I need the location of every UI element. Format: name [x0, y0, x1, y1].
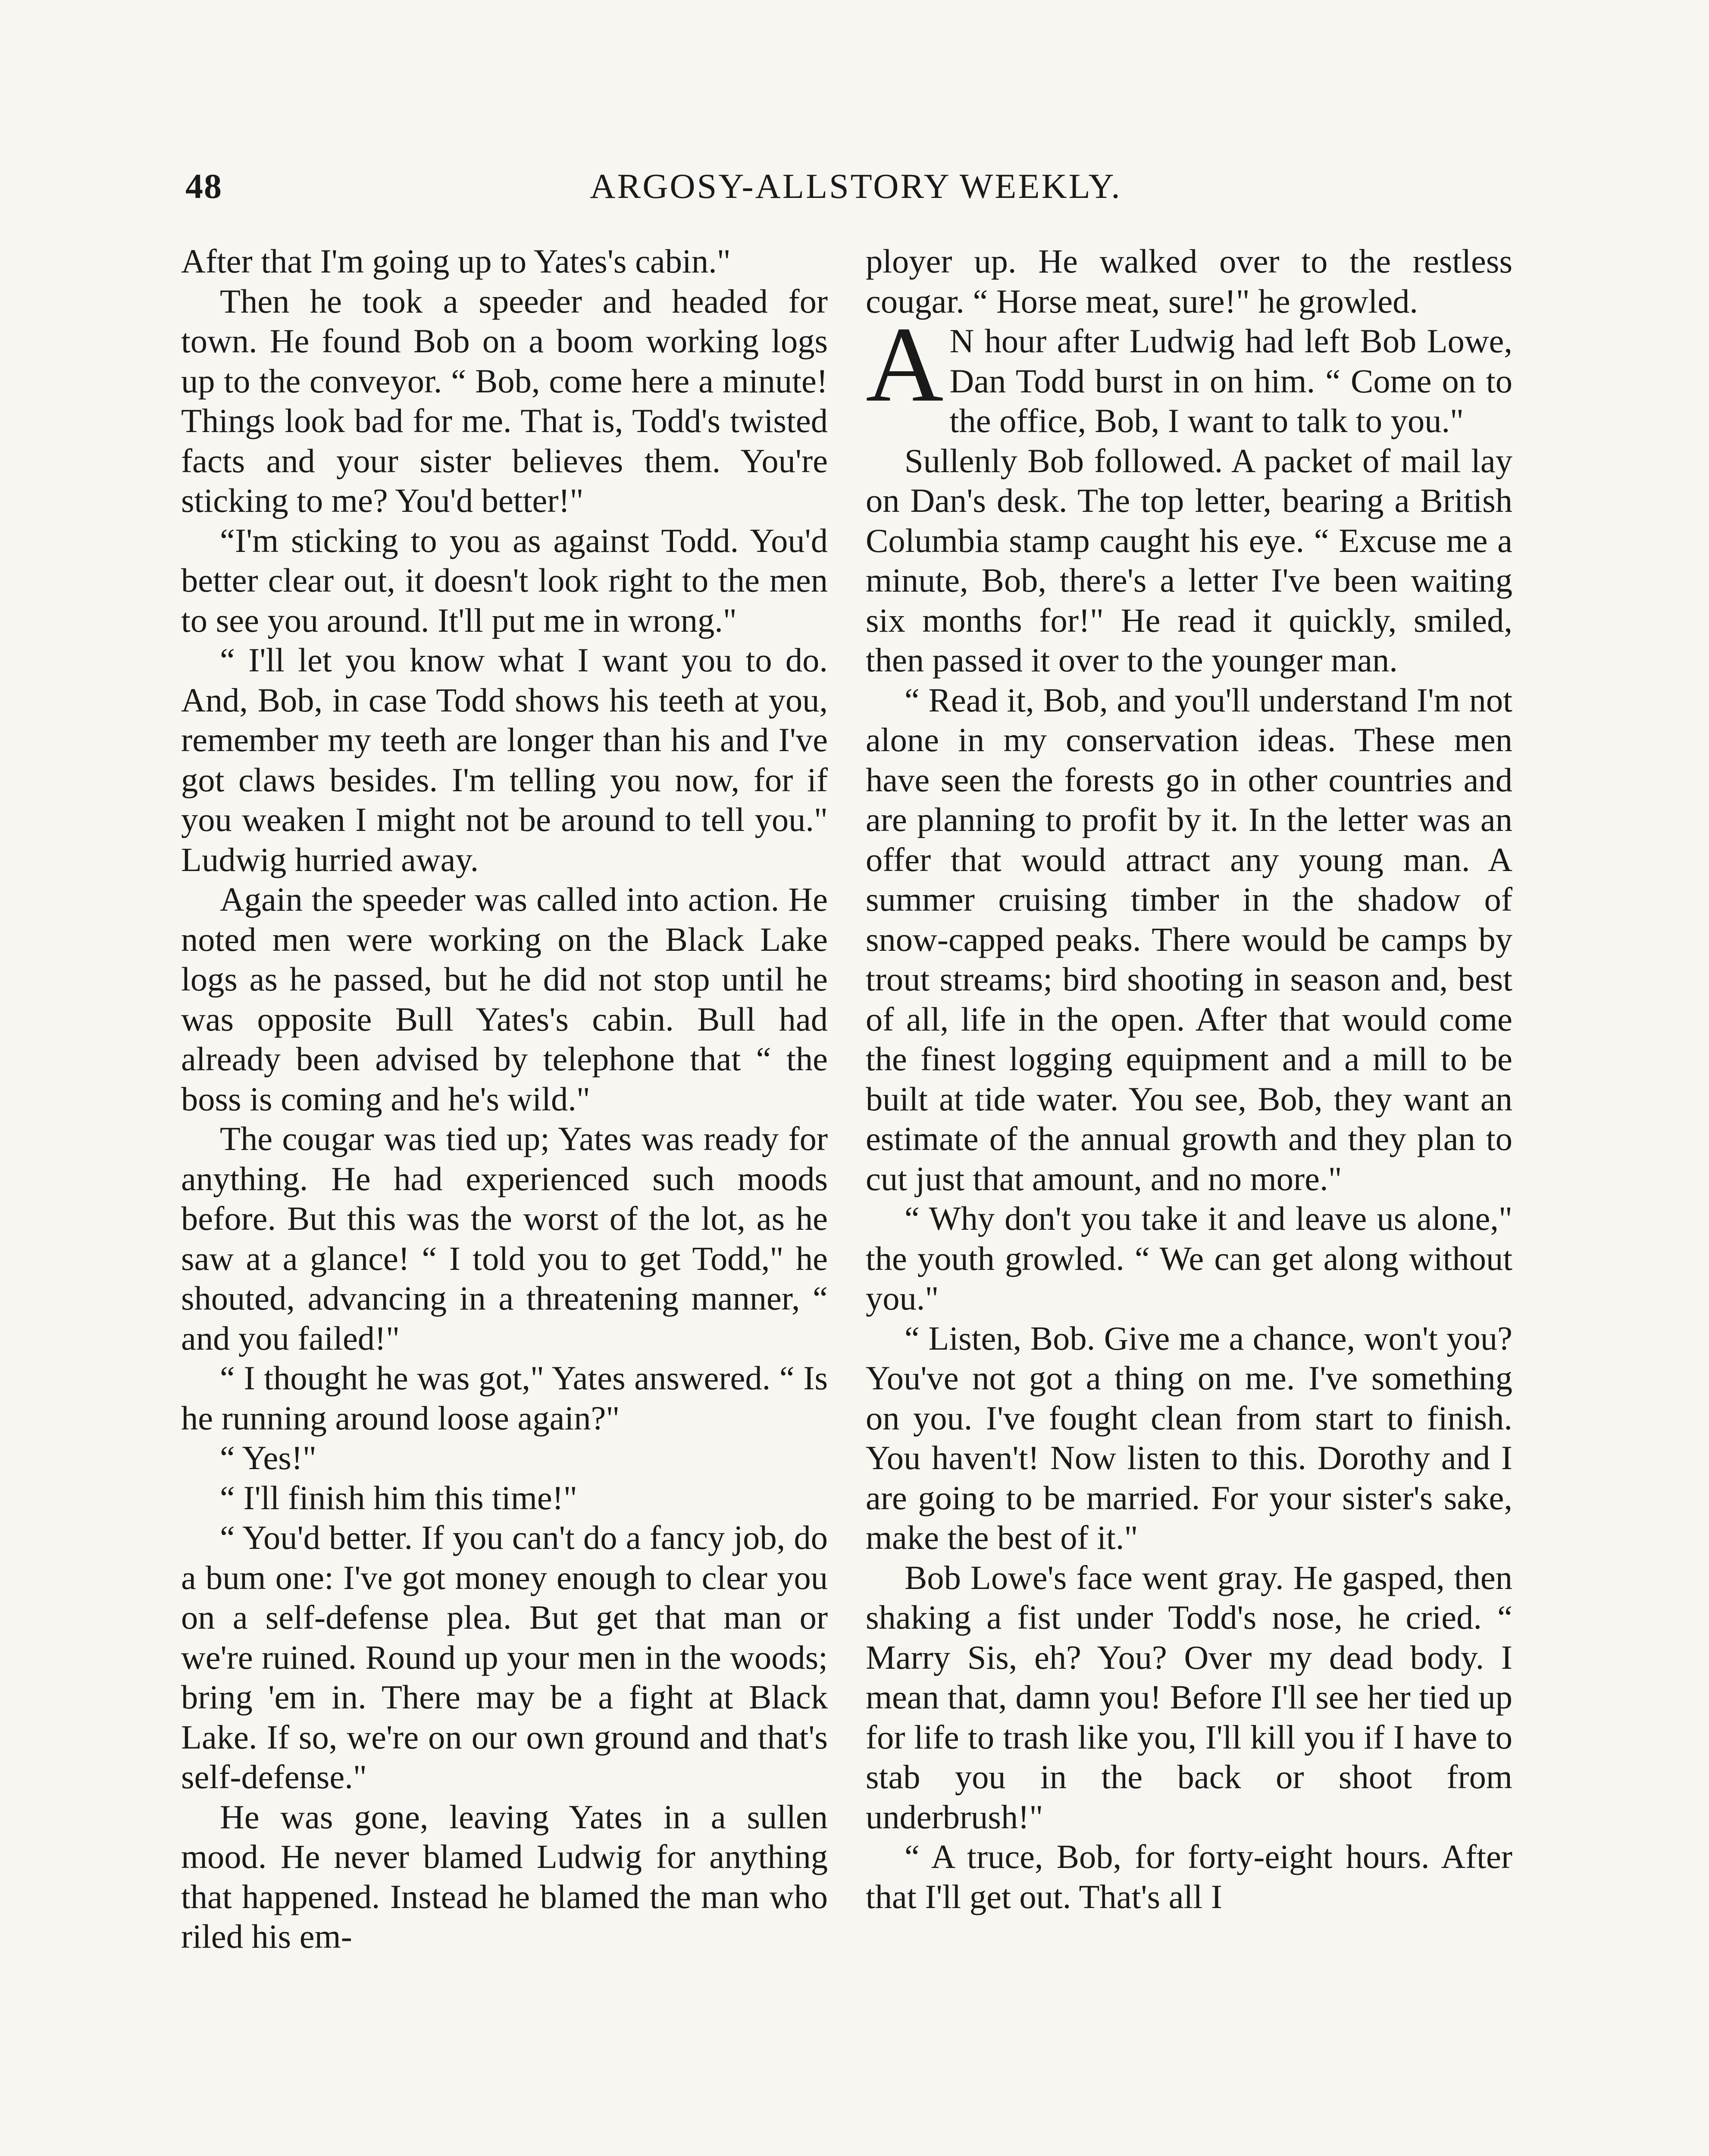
- paragraph: “ I'll finish him this time!": [220, 1479, 577, 1517]
- paragraph: After that I'm going up to Yates's cabin.": [181, 242, 731, 280]
- drop-cap-text: N hour after Ludwig had left Bob Lowe, Dan Todd burst in on him. “ Come on to the office, Bob, I want to talk to you.": [949, 322, 1512, 439]
- page-number: 48: [185, 166, 222, 206]
- paragraph: “ Yes!": [220, 1439, 316, 1476]
- paragraph: Sullenly Bob followed. A packet of mail lay on Dan's desk. The top letter, bearing a British Columbia stamp caught his eye. “ Excuse me a minute, Bob, there's a letter I've been waiting six months for!" He read it quickly, smiled, then passed it over to the younger man.: [866, 442, 1512, 679]
- paragraph: “ I'll let you know what I want you to do. And, Bob, in case Todd shows his teeth at you, remember my teeth are longer than his and I've got claws besides. I'm telling you now, for if you weaken I might not be around to tell you." Ludwig hurried away.: [181, 641, 828, 878]
- paragraph: “ You'd better. If you can't do a fancy job, do a bum one: I've got money enough to clear you on a self-defense plea. But get that man or we're ruined. Round up your men in the woods; bring 'em in. There may be a fight at Black Lake. If so, we're on our own ground and that's self-defense.": [181, 1519, 828, 1796]
- paragraph: Again the speeder was called into action. He noted men were working on the Black Lake logs as he passed, but he did not stop until he was opposite Bull Yates's cabin. Bull had already been advised by telephone that “ the boss is coming and he's wild.": [181, 881, 828, 1118]
- left-column: [181, 241, 828, 1957]
- paragraph: “ I thought he was got," Yates answered. “ Is he running around loose again?": [181, 1359, 828, 1437]
- running-title: ARGOSY-ALLSTORY WEEKLY.: [590, 166, 1122, 206]
- paragraph: ployer up. He walked over to the restless cougar. “ Horse meat, sure!" he growled.: [866, 242, 1512, 320]
- paragraph: Bob Lowe's face went gray. He gasped, then shaking a fist under Todd's nose, he cried. “ Marry Sis, eh? You? Over my dead body. I mean that, damn you! Before I'll see her tied up for life to trash like you, I'll kill you if I have to stab you in the back or shoot from underbrush!": [866, 1558, 1512, 1836]
- paragraph: “ A truce, Bob, for forty-eight hours. After that I'll get out. That's all I: [866, 1838, 1512, 1915]
- paragraph: “ Listen, Bob. Give me a chance, won't you? You've not got a thing on me. I've something on you. I've fought clean from start to finish. You haven't! Now listen to this. Dorothy and I are going to be married. For your sister's sake, make the best of it.": [866, 1319, 1512, 1556]
- right-column: [866, 241, 1512, 1917]
- paragraph: Then he took a speeder and headed for town. He found Bob on a boom working logs up to the conveyor. “ Bob, come here a minute! Things look bad for me. That is, Todd's twisted facts and your sister believes them. You're sticking to me? You'd better!": [181, 282, 828, 519]
- paragraph: “ Why don't you take it and leave us alone," the youth growled. “ We can get along without you.": [866, 1200, 1512, 1317]
- paragraph: “ Read it, Bob, and you'll understand I'm not alone in my conservation ideas. These men have seen the forests go in other countries and are planning to profit by it. In the letter was an offer that would attract any young man. A summer cruising timber in the shadow of snow-capped peaks. There would be camps by trout streams; bird shooting in season and, best of all, life in the open. After that would come the finest logging equipment and a mill to be built at tide water. You see, Bob, they want an estimate of the annual growth and they plan to cut just that amount, and no more.": [866, 681, 1512, 1197]
- paragraph: He was gone, leaving Yates in a sullen mood. He never blamed Ludwig for anything that happened. Instead he blamed the man who riled his em-: [181, 1798, 828, 1955]
- section-opening-paragraph: [866, 305, 1512, 441]
- paragraph: The cougar was tied up; Yates was ready for anything. He had experienced such moods before. But this was the worst of the lot, as he saw at a glance! “ I told you to get Todd," he shouted, advancing in a threatening manner, “ and you failed!": [181, 1120, 828, 1357]
- page-header: [185, 166, 1526, 213]
- paragraph: “I'm sticking to you as against Todd. You'd better clear out, it doesn't look right to the men to see you around. It'll put me in wrong.": [181, 521, 828, 639]
- drop-cap: A: [866, 305, 944, 424]
